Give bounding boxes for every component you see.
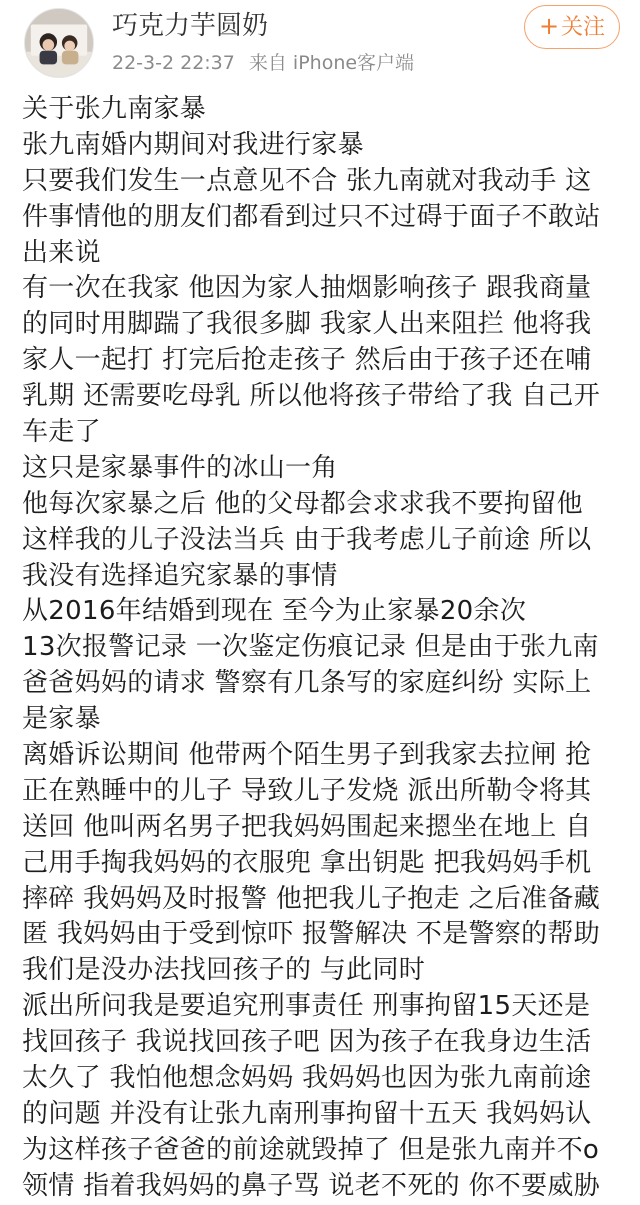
plus-icon: + — [538, 12, 560, 40]
post-text-line: 张九南婚内期间对我进行家暴 — [22, 129, 364, 160]
post-text-line: 派出所问我是要追究刑事责任 刑事拘留15天还是 — [22, 991, 591, 1022]
post-text-line: 关于张九南家暴 — [22, 94, 207, 124]
post-text-line: 只要我们发生一点意见不合 张九南就对我动手 这 — [22, 165, 592, 196]
post-text-line: 车走了 — [22, 417, 101, 448]
post-text-line: 有一次在我家 他因为家人抽烟影响孩子 跟我商量 — [22, 273, 592, 304]
post-header — [0, 0, 640, 92]
post-text-line: 爸爸妈妈的请求 警察有几条写的家庭纠纷 实际上 — [22, 668, 592, 699]
post-text-line: 的同时用脚踹了我很多脚 我家人出来阻拦 他将我 — [22, 309, 592, 340]
follow-label: 关注 — [561, 15, 606, 40]
post-text-line: 这样我的儿子没法当兵 由于我考虑儿子前途 所以 — [22, 524, 592, 555]
post-text-line: 领情 指着我妈妈的鼻子骂 说老不死的 你不要威胁 — [22, 1170, 600, 1201]
post-text-line: 这只是家暴事件的冰山一角 — [22, 452, 338, 483]
post-text-line: 我没有选择追究家暴的事情 — [22, 560, 338, 591]
post-body — [22, 92, 622, 1205]
post-text-line: 匿 我妈妈由于受到惊吓 报警解决 不是警察的帮助 — [22, 919, 600, 950]
post-text-line: 己用手掏我妈妈的衣服兜 拿出钥匙 把我妈妈手机 — [22, 847, 592, 878]
post-text-line: 家人一起打 打完后抢走孩子 然后由于孩子还在哺 — [22, 345, 592, 376]
post-text-line: 他每次家暴之后 他的父母都会求求我不要拘留他 — [22, 488, 583, 519]
post-text-line: 摔碎 我妈妈及时报警 他把我儿子抱走 之后准备藏 — [22, 883, 600, 914]
post-text-line: 乳期 还需要吃母乳 所以他将孩子带给了我 自己开 — [22, 381, 600, 412]
post-text-line: 离婚诉讼期间 他带两个陌生男子到我家去拉闸 抢 — [22, 740, 592, 771]
follow-button[interactable] — [524, 5, 620, 49]
avatar-photo-icon — [25, 9, 93, 77]
post-text-line: 从2016年结婚到现在 至今为止家暴20余次 — [22, 596, 527, 627]
post-text-line: 正在熟睡中的儿子 导致儿子发烧 派出所勒令将其 — [22, 775, 592, 806]
post-text-line: 的问题 并没有让张九南刑事拘留十五天 我妈妈认 — [22, 1098, 592, 1129]
post-text-line: 为这样孩子爸爸的前途就毁掉了 但是张九南并不o — [22, 1134, 600, 1165]
username[interactable]: 巧克力芋圆奶 — [112, 11, 269, 41]
post-text-line: 是家暴 — [22, 704, 101, 735]
post-source: 来自 iPhone客户端 — [248, 52, 415, 74]
post-timestamp: 22-3-2 22:37 — [112, 52, 235, 74]
avatar[interactable] — [24, 8, 94, 78]
post-meta — [112, 50, 414, 76]
post-text-line: 13次报警记录 一次鉴定伤痕记录 但是由于张九南 — [22, 632, 599, 663]
post-text-line: 件事情他的朋友们都看到过只不过碍于面子不敢站 — [22, 201, 601, 232]
post-text-line: 我们是没办法找回孩子的 与此同时 — [22, 955, 426, 986]
post-text-line: 找回孩子 我说找回孩子吧 因为孩子在我身边生活 — [22, 1027, 592, 1058]
post-text-line: 出来说 — [22, 237, 101, 268]
post-text-line: 太久了 我怕他想念妈妈 我妈妈也因为张九南前途 — [22, 1063, 592, 1094]
post-text-line: 送回 他叫两名男子把我妈妈围起来摁坐在地上 自 — [22, 811, 592, 842]
